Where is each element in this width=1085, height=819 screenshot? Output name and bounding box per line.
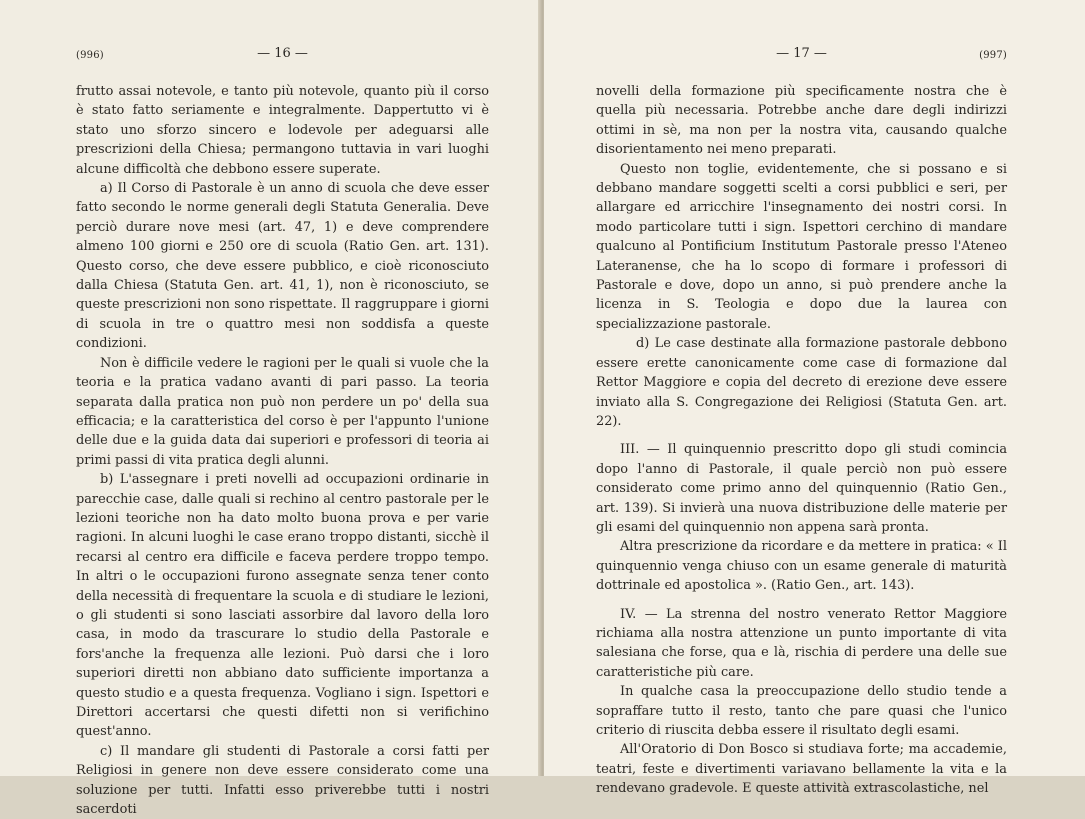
- paragraph: Altra prescrizione da ricordare e da mettere in pratica: « Il quinquennio venga chiuso con un esame generale di maturità dottrinale ed apostolica ». (Ratio Gen., art. 143).: [596, 539, 1007, 594]
- right-folio: (997): [979, 50, 1007, 61]
- paragraph: In qualche casa la preoccupazione dello studio tende a sopraffare tutto il resto, tanto che pare quasi che l'unico criterio di riuscita debba essere il risultato degli esami.: [596, 684, 1007, 738]
- paragraph: c) Il mandare gli studenti di Pastorale a corsi fatti per Religiosi in genere non deve essere considerato come una soluzione per tutti. Infatti esso priverebbe tutti i nostri sacerdoti: [76, 743, 489, 818]
- paragraph: frutto assai notevole, e tanto più notevole, quanto più il corso è stato fatto seriamente e integralmente. Dappertutto vi è stato uno sforzo sincero e lodevole per adeguarsi alle prescrizioni della Chiesa; permangono tuttavia in vari luoghi alcune difficoltà che debbono essere superate.: [76, 84, 489, 177]
- right-page-text: [596, 82, 1007, 799]
- paragraph: d) Le case destinate alla formazione pastorale debbono essere erette canonicamente come case di formazione dal Rettor Maggiore e copia del decreto di erezione deve essere inviato alla S. Congregazione dei Religiosi (Statuta Gen. art. 22).: [596, 336, 1007, 429]
- section-paragraph: III. — Il quinquennio prescritto dopo gli studi comincia dopo l'anno di Pastorale, il quale perciò non può essere considerato come primo anno del quinquennio (Ratio Gen., art. 139). Si invierà una nuova distribuzione delle materie per gli esami del quinquennio non appena sarà pronta.: [596, 442, 1007, 535]
- right-page-number: — 17 —: [776, 46, 827, 61]
- right-page-header: [596, 44, 1007, 68]
- paragraph: a) Il Corso di Pastorale è un anno di scuola che deve esser fatto secondo le norme generali degli Statuta Generalia. Deve perciò durare nove mesi (art. 47, 1) e deve comprendere almeno 100 giorni e 250 ore di scuola (Ratio Gen. art. 131). Questo corso, che deve essere pubblico, e cioè riconosciuto dalla Chiesa (Statuta Gen. art. 41, 1), non è riconosciuto, se queste prescrizioni non sono rispettate. Il raggruppare i giorni di scuola in tre o quattro mesi non soddisfa a queste condizioni.: [76, 181, 489, 352]
- left-page-number: — 16 —: [257, 46, 308, 61]
- left-folio: (996): [76, 50, 104, 61]
- paragraph: novelli della formazione più specificamente nostra che è quella più necessaria. Potrebbe anche dare degli indirizzi ottimi in sè, ma non per la nostra vita, causando qualche disorientamento nei meno preparati.: [596, 84, 1007, 158]
- left-page-text: [76, 82, 489, 819]
- paragraph: All'Oratorio di Don Bosco si studiava forte; ma accademie, teatri, feste e divertimenti variavano bellamente la vita e la rendevano gradevole. E queste attività extrascolastiche, nel: [596, 742, 1007, 797]
- left-page: [0, 0, 541, 818]
- paragraph: b) L'assegnare i preti novelli ad occupazioni ordinarie in parecchie case, dalle quali si rechino al centro pastorale per le lezioni teoriche non ha dato molto buona prova e per varie ragioni. In alcuni luoghi le case erano troppo distanti, sicchè il recarsi al centro era difficile e faceva perdere troppo tempo. In altri o le occupazioni furono assegnate senza tener conto della necessità di frequentare la scuola e di studiare le lezioni, o gli studenti si sono lasciati assorbire dal lavoro della loro casa, in modo da trascurare lo studio della Pastorale e fors'anche la frequenza alle lezioni. Può darsi che i loro superiori diretti non abbiano dato sufficiente importanza a questo studio e a questa frequenza. Vogliano i sign. Ispettori e Direttori accertarsi che questi difetti non si verifichino quest'anno.: [76, 472, 489, 740]
- right-page: [544, 0, 1085, 797]
- paragraph: Questo non toglie, evidentemente, che si possano e si debbano mandare soggetti scelti a corsi pubblici e seri, per allargare ed arricchire l'insegnamento dei nostri corsi. In modo particolare tutti i sign. Ispettori cerchino di mandare qualcuno al Pontificium Institutum Pastorale presso l'Ateneo Lateranense, che ha lo scopo di formare i professori di Pastorale e dove, dopo un anno, si può prendere anche la licenza in S. Teologia e dopo due la laurea con specializzazione pastorale.: [596, 161, 1007, 332]
- paragraph: Non è difficile vedere le ragioni per le quali si vuole che la teoria e la pratica vadano avanti di pari passo. La teoria separata dalla pratica non può non perdere un po' della sua efficacia; e la caratteristica del corso è per l'appunto l'unione delle due e la guida data dai superiori e professori di teoria ai primi passi di vita pratica degli alunni.: [76, 355, 489, 468]
- left-page-header: [76, 44, 489, 68]
- section-paragraph: IV. — La strenna del nostro venerato Rettor Maggiore richiama alla nostra attenzione un punto importante di vita salesiana che forse, qua e là, rischia di perdere una delle sue caratteristiche più care.: [596, 606, 1007, 680]
